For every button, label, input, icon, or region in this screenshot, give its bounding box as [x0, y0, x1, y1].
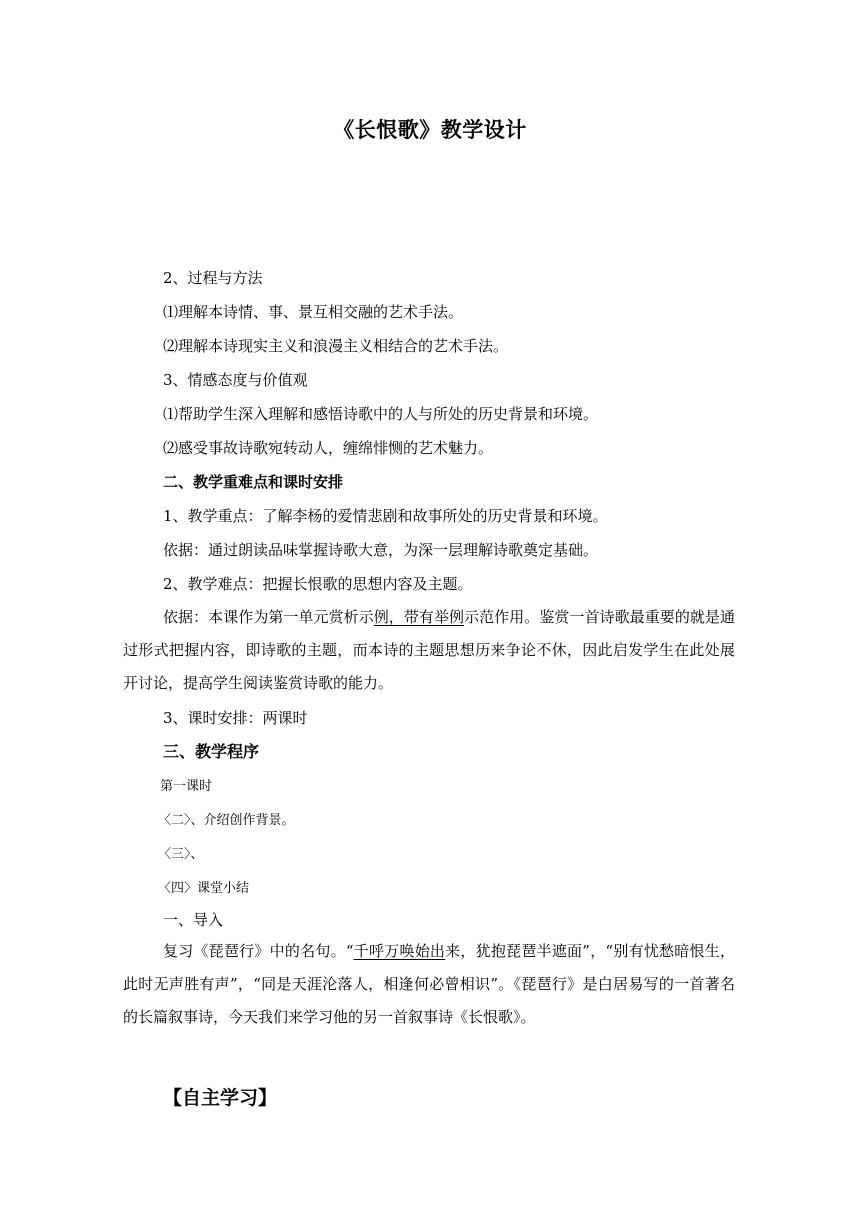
- basis-text-2: 示范作用。鉴赏一首诗歌最重要的就是通过形式把握内容，即诗歌的主题，而本诗的主题思想历来争论不休，因此启发学生在此处展开讨论，提高学生阅读鉴赏诗歌的能力。: [123, 608, 735, 692]
- outline-item: 〈二〉、介绍创作背景。: [158, 813, 295, 828]
- schedule-line: 3、课时安排：两课时: [163, 709, 308, 727]
- intro-heading: 一、导入: [163, 911, 224, 929]
- outline-item: 〈四〉课堂小结: [158, 881, 250, 896]
- text-line: ⑵感受事故诗歌宛转动人，缠绵悱恻的艺术魅力。: [163, 439, 494, 457]
- text-line: ⑴帮助学生深入理解和感悟诗歌中的人与所处的历史背景和环境。: [163, 405, 599, 423]
- text-line: 2、过程与方法: [163, 269, 263, 287]
- text-line: ⑴理解本诗情、事、景互相交融的艺术手法。: [163, 303, 464, 321]
- text-line: 1、教学重点：了解李杨的爱情悲剧和故事所处的历史背景和环境。: [163, 507, 608, 525]
- text-line: 3、情感态度与价值观: [163, 371, 308, 389]
- lesson-label: 第一课时: [160, 779, 213, 794]
- basis-text-1: 依据：本课作为第一单元赏析示: [163, 608, 374, 626]
- basis-text-underlined: 例，带有举例: [373, 608, 465, 626]
- section-heading: 三、教学程序: [163, 742, 260, 761]
- text-line: 2、教学难点：把握长恨歌的思想内容及主题。: [163, 575, 473, 593]
- intro-text-underlined: 千呼万唤始出: [353, 942, 446, 960]
- outline-item: 〈三〉、: [158, 847, 204, 862]
- intro-paragraph: [123, 935, 735, 1034]
- text-line: ⑵理解本诗现实主义和浪漫主义相结合的艺术手法。: [163, 337, 509, 355]
- self-study-heading: 【自主学习】: [163, 1087, 278, 1109]
- section-heading: 二、教学重难点和课时安排: [163, 473, 344, 491]
- text-line: 依据：通过朗读品味掌握诗歌大意，为深一层理解诗歌奠定基础。: [163, 541, 599, 559]
- intro-text-1: 复习《琵琶行》中的名句。“: [163, 942, 354, 960]
- basis-paragraph: [123, 601, 735, 700]
- document-title: 《长恨歌》教学设计: [333, 118, 527, 142]
- intro-text-2: 来，犹抱琵琶半遮面”，“别有忧愁暗恨生，此时无声胜有声”，“同是天涯沦落人，相逢何必曾相识”。《琵琶行》是白居易写的一首著名的长篇叙事诗，今天我们来学习他的另一首叙事诗《长恨歌》。: [123, 942, 735, 1026]
